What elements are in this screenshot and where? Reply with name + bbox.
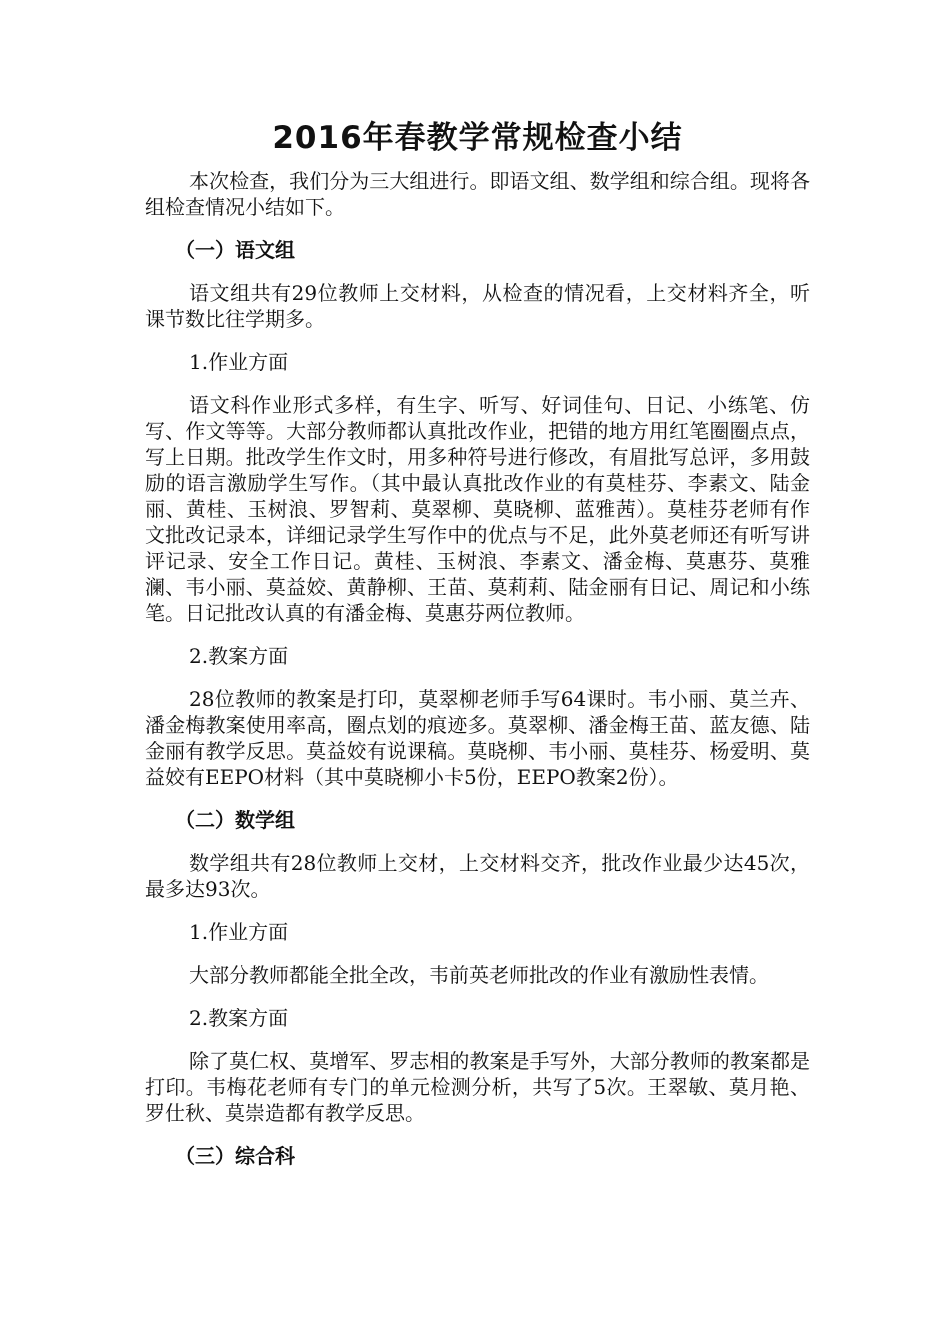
lesson-plan-paragraph-math: 除了莫仁权、莫增军、罗志相的教案是手写外，大部分教师的教案都是打印。韦梅花老师有专门的单元检测分析，共写了5次。王翠敏、莫月艳、罗仕秋、莫崇造都有教学反思。 xyxy=(145,1049,810,1125)
section-summary-math: 数学组共有28位教师上交材，上交材料交齐，批改作业最少达45次，最多达93次。 xyxy=(145,851,810,901)
subheading-homework-chinese: 1.作业方面 xyxy=(189,350,289,374)
section-summary-chinese: 语文组共有29位教师上交材料，从检查的情况看，上交材料齐全，听课节数比往学期多。 xyxy=(145,281,810,331)
subheading-lesson-plan-chinese: 2.教案方面 xyxy=(189,644,289,668)
subheading-lesson-plan-math: 2.教案方面 xyxy=(189,1006,289,1030)
document-title: 2016年春教学常规检查小结 xyxy=(272,120,683,156)
subheading-homework-math: 1.作业方面 xyxy=(189,920,289,944)
section-heading-math: （二）数学组 xyxy=(175,808,295,832)
homework-paragraph-math: 大部分教师都能全批全改，韦前英老师批改的作业有激励性表情。 xyxy=(189,963,769,987)
section-heading-chinese: （一）语文组 xyxy=(175,238,295,262)
document-body xyxy=(145,112,810,1186)
intro-paragraph: 本次检查，我们分为三大组进行。即语文组、数学组和综合组。现将各组检查情况小结如下。 xyxy=(145,169,810,219)
lesson-plan-paragraph-chinese: 28位教师的教案是打印，莫翠柳老师手写64课时。韦小丽、莫兰卉、潘金梅教案使用率高，圈点划的痕迹多。莫翠柳、潘金梅王苗、蓝友德、陆金丽有教学反思。莫益姣有说课稿。莫晓柳、韦小丽、莫桂芬、杨爱明、莫益姣有EEPO材料（其中莫晓柳小卡5份，EEPO教案2份）。 xyxy=(145,687,810,789)
homework-paragraph-chinese: 语文科作业形式多样，有生字、听写、好词佳句、日记、小练笔、仿写、作文等等。大部分教师都认真批改作业，把错的地方用红笔圈圈点点，写上日期。批改学生作文时，用多种符号进行修改，有眉批写总评，多用鼓励的语言激励学生写作。（其中最认真批改作业的有莫桂芬、李素文、陆金丽、黄桂、玉树浪、罗智莉、莫翠柳、莫晓柳、蓝雅茜）。莫桂芬老师有作文批改记录本，详细记录学生写作中的优点与不足，此外莫老师还有听写讲评记录、安全工作日记。黄桂、玉树浪、李素文、潘金梅、莫惠芬、莫雅澜、韦小丽、莫益姣、黄静柳、王苗、莫莉莉、陆金丽有日记、周记和小练笔。日记批改认真的有潘金梅、莫惠芬两位教师。 xyxy=(145,393,810,625)
section-heading-comprehensive: （三）综合科 xyxy=(175,1144,295,1168)
